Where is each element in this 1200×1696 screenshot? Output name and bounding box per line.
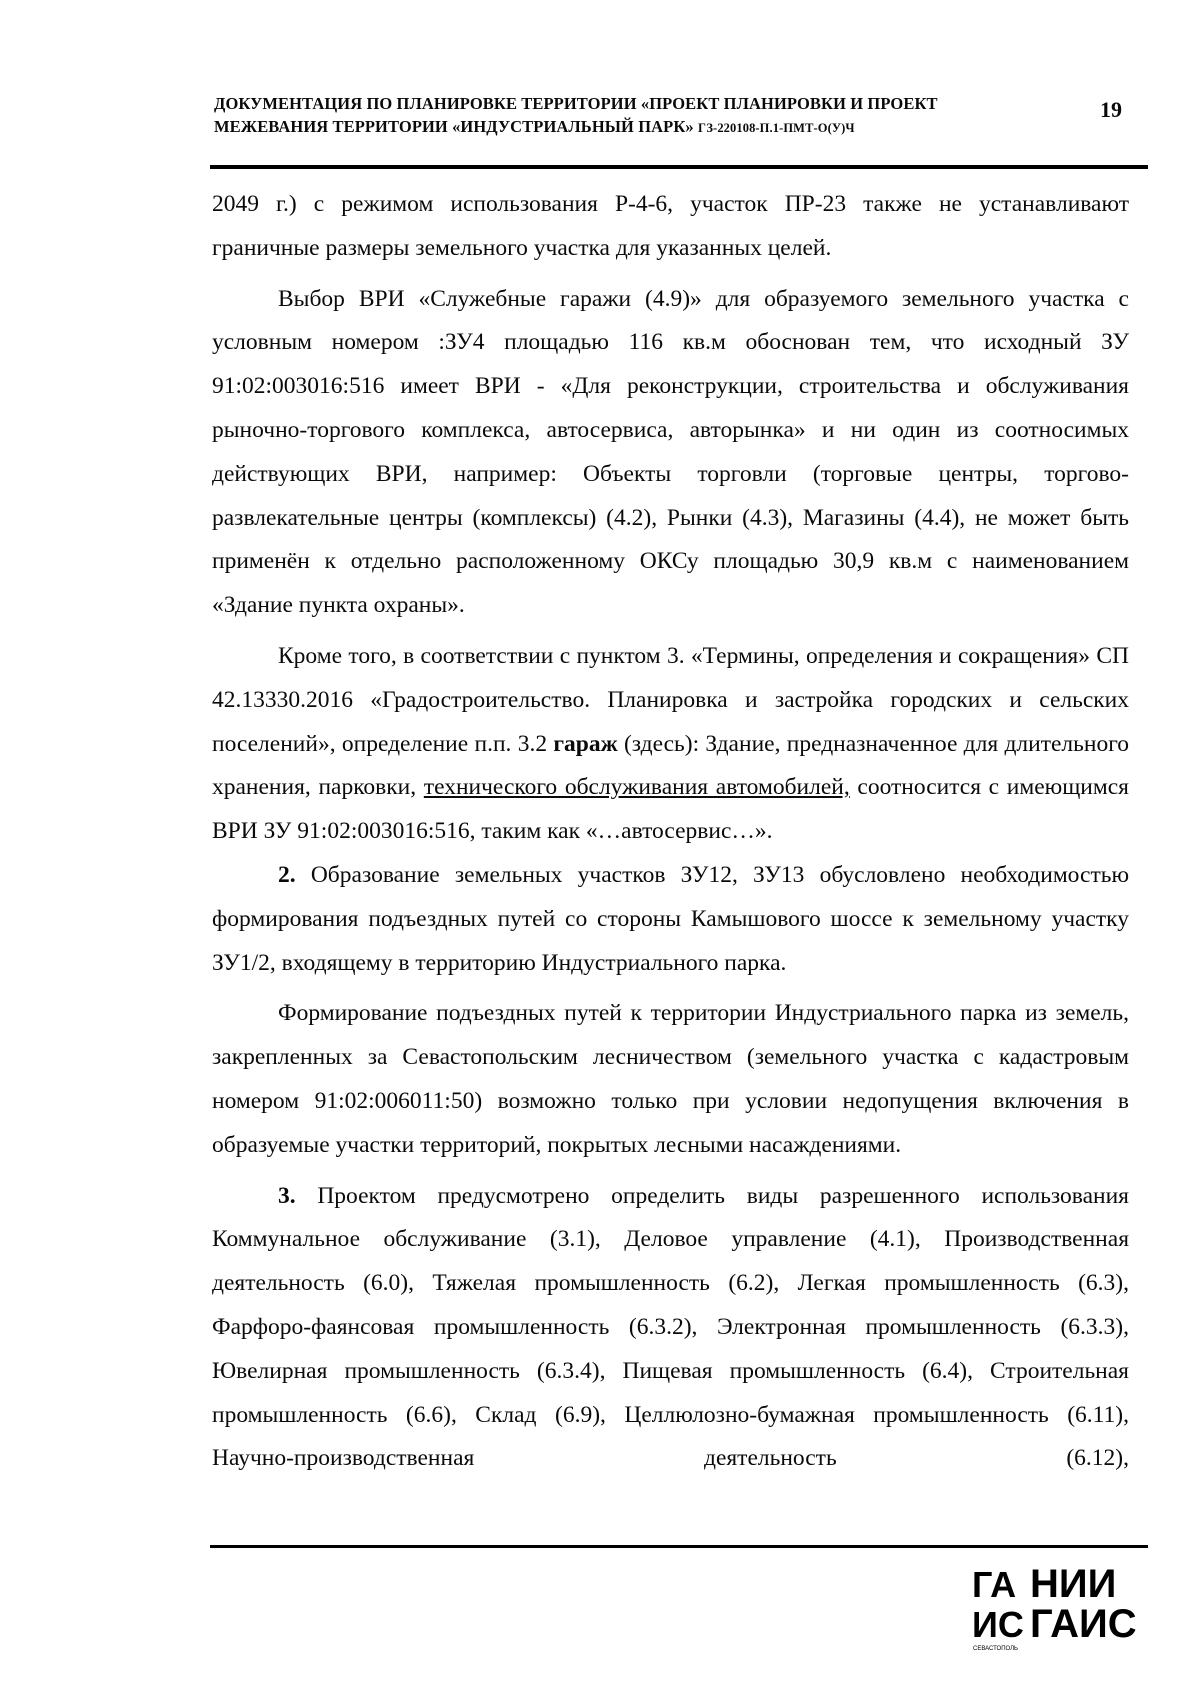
- paragraph-5: Формирование подъездных путей к территории Индустриального парка из земель, закрепленных за Севастопольским лесничеством (земельного участка с кадастровым номером 91:02:006011:50) возможно только при условии недопущения включения в образуемые участки территорий, покрытых лесными насаждениями.: [212, 1000, 1129, 1158]
- paragraph-3-part-b: (здесь): Здание, предназначенное для длительного хранения, парковки,: [212, 730, 1129, 801]
- paragraph-6-text: Проектом предусмотрено определить виды разрешенного использования Коммунальное обслуживание (3.1), Деловое управление (4.1), Производственная деятельность (6.0), Тяжелая промышленность (6.2), Легкая промышленность (6.3), Фарфоро-фаянсовая промышленность (6.3.2), Электронная промышленность (6.3.3), Ювелирная промышленность (6.3.4), Пищевая промышленность (6.4), Строительная промышленность (6.6), Склад (6.9), Целлюлозно-бумажная промышленность (6.11), Научно-производственная деятельность (6.12),: [212, 1182, 1129, 1472]
- footer-divider: [210, 1545, 1148, 1548]
- document-header: [214, 92, 1104, 140]
- item-number-2: 2.: [278, 861, 296, 888]
- logo-mark-top: ГА: [972, 1564, 1017, 1605]
- underlined-phrase: технического обслуживания автомобилей,: [423, 774, 850, 801]
- term-garage: гараж: [553, 730, 618, 757]
- paragraph-3: [212, 635, 1129, 854]
- paragraph-4-text: Образование земельных участков ЗУ12, ЗУ13 обусловлено необходимостью формирования подъездных путей со стороны Камышового шоссе к земельному участку ЗУ1/2, входящему в территорию Индустриального парка.: [212, 861, 1129, 976]
- logo-text-top: НИИ: [1030, 1562, 1117, 1606]
- document-body: [212, 183, 1129, 1481]
- item-number-3: 3.: [278, 1182, 296, 1209]
- paragraph-3-part-c: соотносится с имеющимся ВРИ ЗУ 91:02:003016:516, таким как «…автосервис…».: [212, 774, 1129, 845]
- header-title-line2: [214, 115, 1104, 140]
- paragraph-3-part-a: Кроме того, в соответствии с пунктом 3. «Термины, определения и сокращения» СП 42.13330.2016 «Градостроительство. Планировка и застройка городских и сельских поселений», определение п.п. 3.2: [212, 642, 1129, 757]
- logo-subtext: СЕВАСТОПОЛЬ: [973, 1646, 1018, 1652]
- header-title-line2-text: МЕЖЕВАНИЯ ТЕРРИТОРИИ «ИНДУСТРИАЛЬНЫЙ ПАРК»: [214, 117, 694, 136]
- logo-text-bottom: ГАИС: [1030, 1602, 1137, 1646]
- paragraph-1: 2049 г.) с режимом использования Р-4-6, участок ПР-23 также не устанавливают граничные размеры земельного участка для указанных целей.: [212, 191, 1129, 261]
- niigais-logo: [970, 1555, 1150, 1665]
- header-title-line1: ДОКУМЕНТАЦИЯ ПО ПЛАНИРОВКЕ ТЕРРИТОРИИ «ПРОЕКТ ПЛАНИРОВКИ И ПРОЕКТ: [214, 94, 938, 113]
- logo-mark-bottom: ИС: [972, 1604, 1024, 1645]
- header-divider: [210, 165, 1148, 169]
- paragraph-6: [212, 1175, 1129, 1482]
- page-number: 19: [1100, 97, 1122, 122]
- paragraph-2: Выбор ВРИ «Служебные гаражи (4.9)» для образуемого земельного участка с условным номером :ЗУ4 площадью 116 кв.м обоснован тем, что исходный ЗУ 91:02:003016:516 имеет ВРИ - «Для реконструкции, строительства и обслуживания рыночно-торгового комплекса, автосервиса, авторынка» и ни один из соотносимых действующих ВРИ, например: Объекты торговли (торговые центры, торгово-развлекательные центры (комплексы) (4.2), Рынки (4.3), Магазины (4.4), не может быть применён к отдельно расположенному ОКСу площадью 30,9 кв.м с наименованием «Здание пункта охраны».: [212, 285, 1129, 619]
- document-code: ГЗ-220108-П.1-ПМТ-О(У)Ч: [698, 121, 855, 135]
- paragraph-4: [212, 854, 1129, 985]
